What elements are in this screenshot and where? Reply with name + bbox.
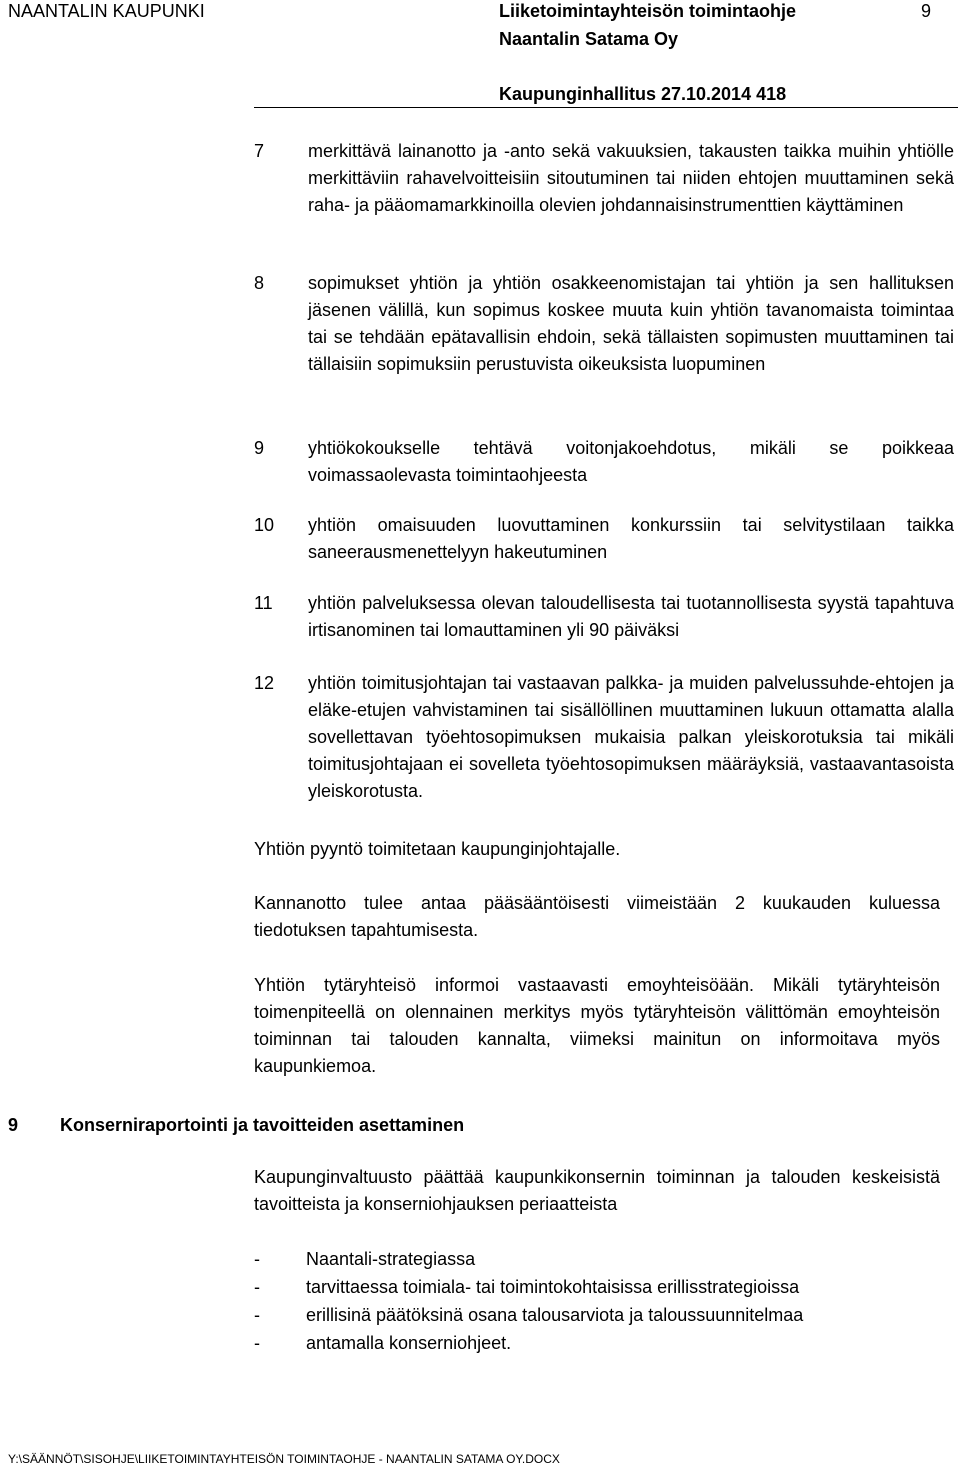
section-number: 9 [8,1115,19,1135]
list-item [254,138,954,219]
section-title: Konserniraportointi ja tavoitteiden asettaminen [60,1115,465,1135]
list-item-number: 12 [254,673,275,693]
bullet-marker: - [254,1305,260,1325]
bullet-text: antamalla konserniohjeet. [306,1333,512,1353]
list-item-number: 11 [254,593,273,613]
bullet-item [254,1330,803,1358]
header-divider [254,107,958,108]
bullet-marker: - [254,1333,260,1353]
paragraph: Yhtiön tytäryhteisö informoi vastaavasti emoyhteisöään. Mikäli tytäryhteisön toimenpiteellä on olennainen merkitys myös tytäryhteisön välittömän emoyhteisön toiminnan tai talouden kannalta, viimeksi mainitun on informoitava myös kaupunkiemoa. [254,975,940,1076]
bullet-marker: - [254,1277,260,1297]
list-item-text: yhtiön palveluksessa olevan taloudellisesta tai tuotannollisesta syystä tapahtuva irtisanominen tai lomauttaminen yli 90 päiväksi [308,593,954,640]
paragraph: Yhtiön pyyntö toimitetaan kaupunginjohtajalle. [254,839,621,859]
company-name: Naantalin Satama Oy [499,29,679,49]
meeting-reference: Kaupunginhallitus 27.10.2014 418 [499,84,787,104]
list-item [254,670,954,805]
bullet-marker: - [254,1249,260,1269]
list-item [254,270,954,378]
header-org: NAANTALIN KAUPUNKI [8,1,205,21]
list-item [254,590,954,644]
list-item-text: merkittävä lainanotto ja -anto sekä vakuuksien, takausten taikka muihin yhtiölle merkittäviin rahavelvoitteisiin sitoutuminen tai niiden ehtojen muuttaminen sekä raha- ja pääomamarkkinoilla olevien johdannaisinstrumenttien käyttäminen [308,141,954,215]
list-item-number: 9 [254,438,265,458]
list-item-text: yhtiön omaisuuden luovuttaminen konkurssiin tai selvitystilaan taikka saneerausmenettelyyn hakeutuminen [308,515,954,562]
list-item-text: sopimukset yhtiön ja yhtiön osakkeenomistajan tai yhtiön ja sen hallituksen jäsenen välillä, kun sopimus koskee muuta kuin yhtiön tavanomaista toimintaa tai se tehdään epätavallisin ehdoin, sekä tällaisten sopimusten muuttaminen tai tällaisiin sopimuksiin perustuvista oikeuksista luopuminen [308,273,954,374]
paragraph: Kannanotto tulee antaa pääsääntöisesti viimeistään 2 kuukauden kuluessa tiedotuksen tapahtumisesta. [254,893,940,940]
list-item-text: yhtiökokoukselle tehtävä voitonjakoehdotus, mikäli se poikkeaa voimassaolevasta toimintaohjeesta [308,438,954,485]
list-item [254,435,954,489]
section-intro: Kaupunginvaltuusto päättää kaupunkikonsernin toiminnan ja talouden keskeisistä tavoitteista ja konserniohjauksen periaatteista [254,1167,940,1214]
bullet-item [254,1302,803,1330]
bullet-text: tarvittaessa toimiala- tai toimintokohtaisissa erillisstrategioissa [306,1277,800,1297]
bullet-item [254,1274,803,1302]
bullet-text: erillisinä päätöksinä osana talousarviota ja taloussuunnitelmaa [306,1305,804,1325]
bullet-text: Naantali-strategiassa [306,1249,476,1269]
list-item-number: 8 [254,273,265,293]
footer-file-path: Y:\SÄÄNNÖT\SISOHJE\LIIKETOIMINTAYHTEISÖN TOIMINTAOHJE - NAANTALIN SATAMA OY.DOCX [8,1452,560,1466]
list-item-text: yhtiön toimitusjohtajan tai vastaavan palkka- ja muiden palvelussuhde-ehtojen ja eläke-etujen vahvistaminen tai sisällöllinen muuttaminen lukuun ottamatta alalla sovellettavan työehtosopimuksen mukaisia palkan yleiskorotuksia tai mikäli toimitusjohtajaan ei sovelleta työehtosopimuksen määräyksiä, vastaavantasoista yleiskorotusta. [308,673,954,801]
list-item-number: 7 [254,141,265,161]
page-number: 9 [921,1,932,21]
bullet-list [254,1246,803,1358]
bullet-item [254,1246,803,1274]
list-item [254,512,954,566]
list-item-number: 10 [254,515,275,535]
section-heading [8,1112,464,1139]
document-title: Liiketoimintayhteisön toimintaohje [499,1,797,21]
